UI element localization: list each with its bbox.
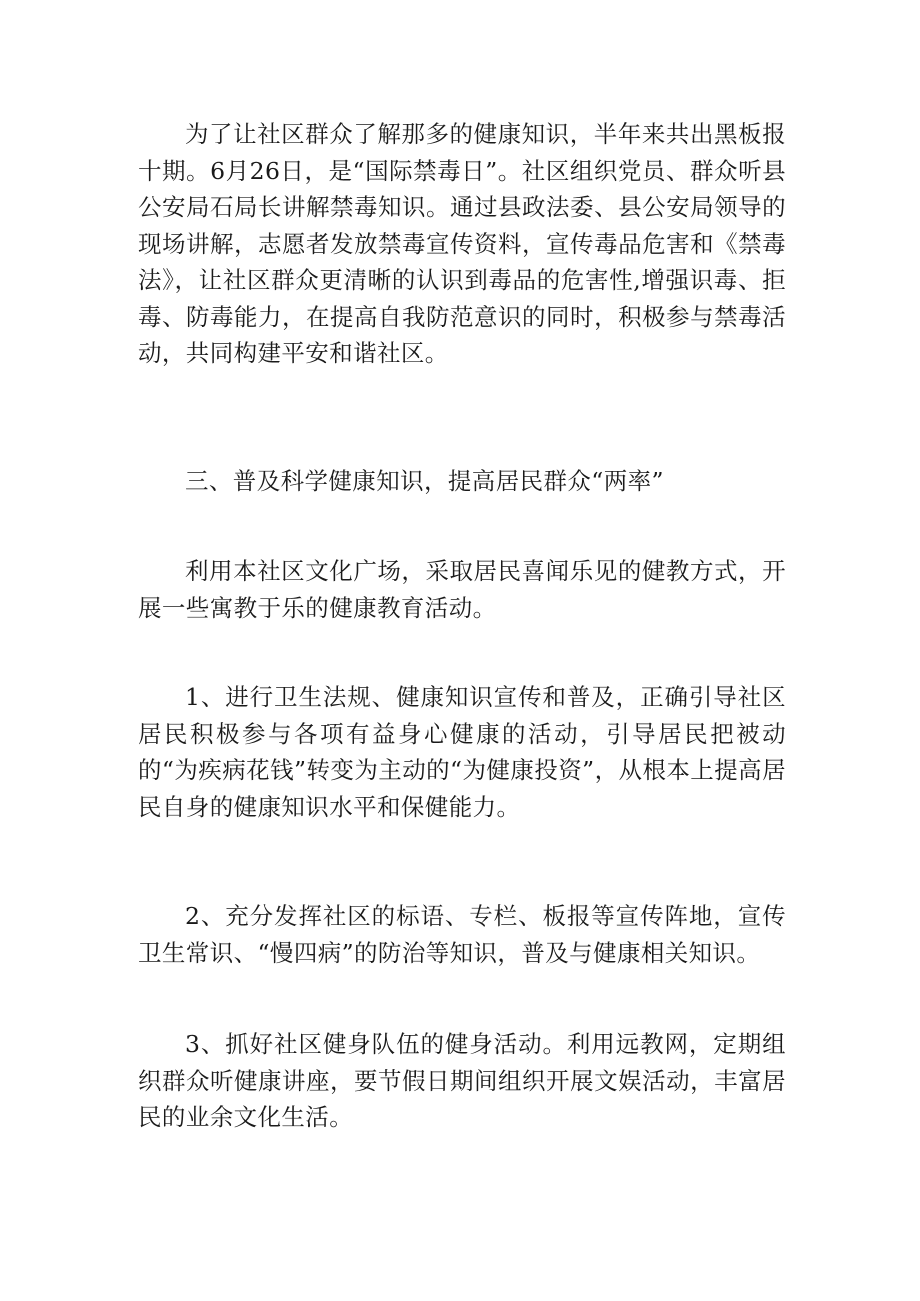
list-item-2: 2、充分发挥社区的标语、专栏、板报等宣传阵地，宣传卫生常识、“慢四病”的防治等知识，普及与健康相关知识。: [138, 902, 786, 967]
paragraph-health-activities: 利用本社区文化广场，采取居民喜闻乐见的健教方式，开展一些寓教于乐的健康教育活动。: [138, 557, 786, 622]
paragraph-anti-drug-education: 为了让社区群众了解那多的健康知识，半年来共出黑板报十期。6月26日，是“国际禁毒日”。社区组织党员、群众听县公安局石局长讲解禁毒知识。通过县政法委、县公安局领导的现场讲解，志愿者发放禁毒宣传资料，宣传毒品危害和《禁毒法》，让社区群众更清晰的认识到毒品的危害性,增强识毒、拒毒、防毒能力，在提高自我防范意识的同时，积极参与禁毒活动，共同构建平安和谐社区。: [138, 120, 786, 367]
list-item-1: 1、进行卫生法规、健康知识宣传和普及，正确引导社区居民积极参与各项有益身心健康的活动，引导居民把被动的“为疾病花钱”转变为主动的“为健康投资”，从根本上提高居民自身的健康知识水平和保健能力。: [138, 683, 786, 821]
list-item-3: 3、抓好社区健身队伍的健身活动。利用远教网，定期组织群众听健康讲座，要节假日期间组织开展文娱活动，丰富居民的业余文化生活。: [138, 1030, 786, 1131]
section-heading-three: 三、普及科学健康知识，提高居民群众“两率”: [185, 467, 664, 495]
